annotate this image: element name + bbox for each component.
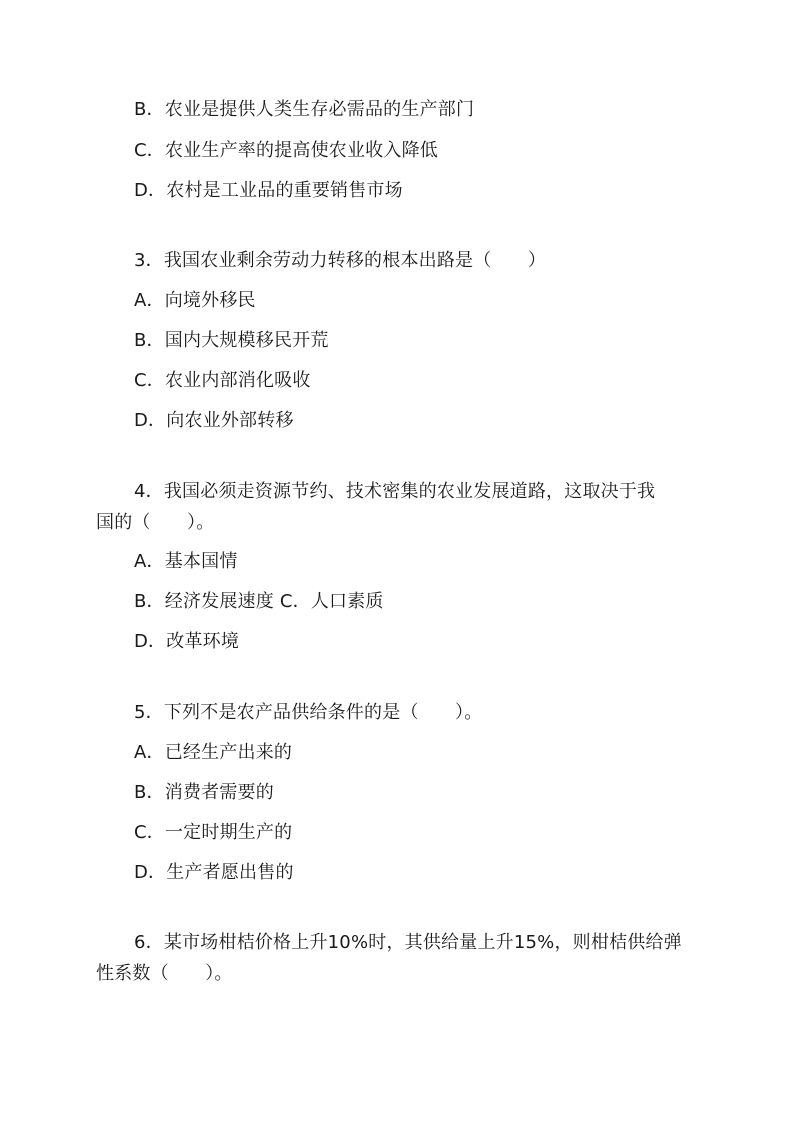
q4-stem-line1: 4．我国必须走资源节约、技术密集的农业发展道路，这取决于我 (134, 481, 656, 502)
q5-option-b: B．消费者需要的 (134, 782, 274, 803)
q5-option-c: C．一定时期生产的 (134, 822, 293, 843)
q2-option-d: D．农村是工业品的重要销售市场 (134, 180, 403, 201)
q3-option-a: A．向境外移民 (134, 290, 256, 311)
q5-option-d: D．生产者愿出售的 (134, 862, 294, 883)
q4-stem-line2: 国的（ ）。 (96, 512, 215, 533)
q3-stem: 3．我国农业剩余劳动力转移的根本出路是（ ） (134, 250, 547, 271)
q4-option-b-c: B．经济发展速度 C．人口素质 (134, 591, 384, 612)
q3-option-c: C．农业内部消化吸收 (134, 370, 311, 391)
q4-option-d: D．改革环境 (134, 631, 240, 652)
q5-option-a: A．已经生产出来的 (134, 742, 293, 763)
q6-stem-line1: 6．某市场柑桔价格上升10%时，其供给量上升15%，则柑桔供给弹 (134, 932, 682, 953)
q2-option-c: C．农业生产率的提高使农业收入降低 (134, 140, 438, 161)
q6-stem-line2: 性系数（ ）。 (96, 963, 233, 984)
q4-option-a: A．基本国情 (134, 551, 238, 572)
q3-option-d: D．向农业外部转移 (134, 410, 294, 431)
q3-option-b: B．国内大规模移民开荒 (134, 330, 329, 351)
q5-stem: 5．下列不是农产品供给条件的是（ ）。 (134, 702, 483, 723)
q2-option-b: B．农业是提供人类生存必需品的生产部门 (134, 99, 475, 120)
